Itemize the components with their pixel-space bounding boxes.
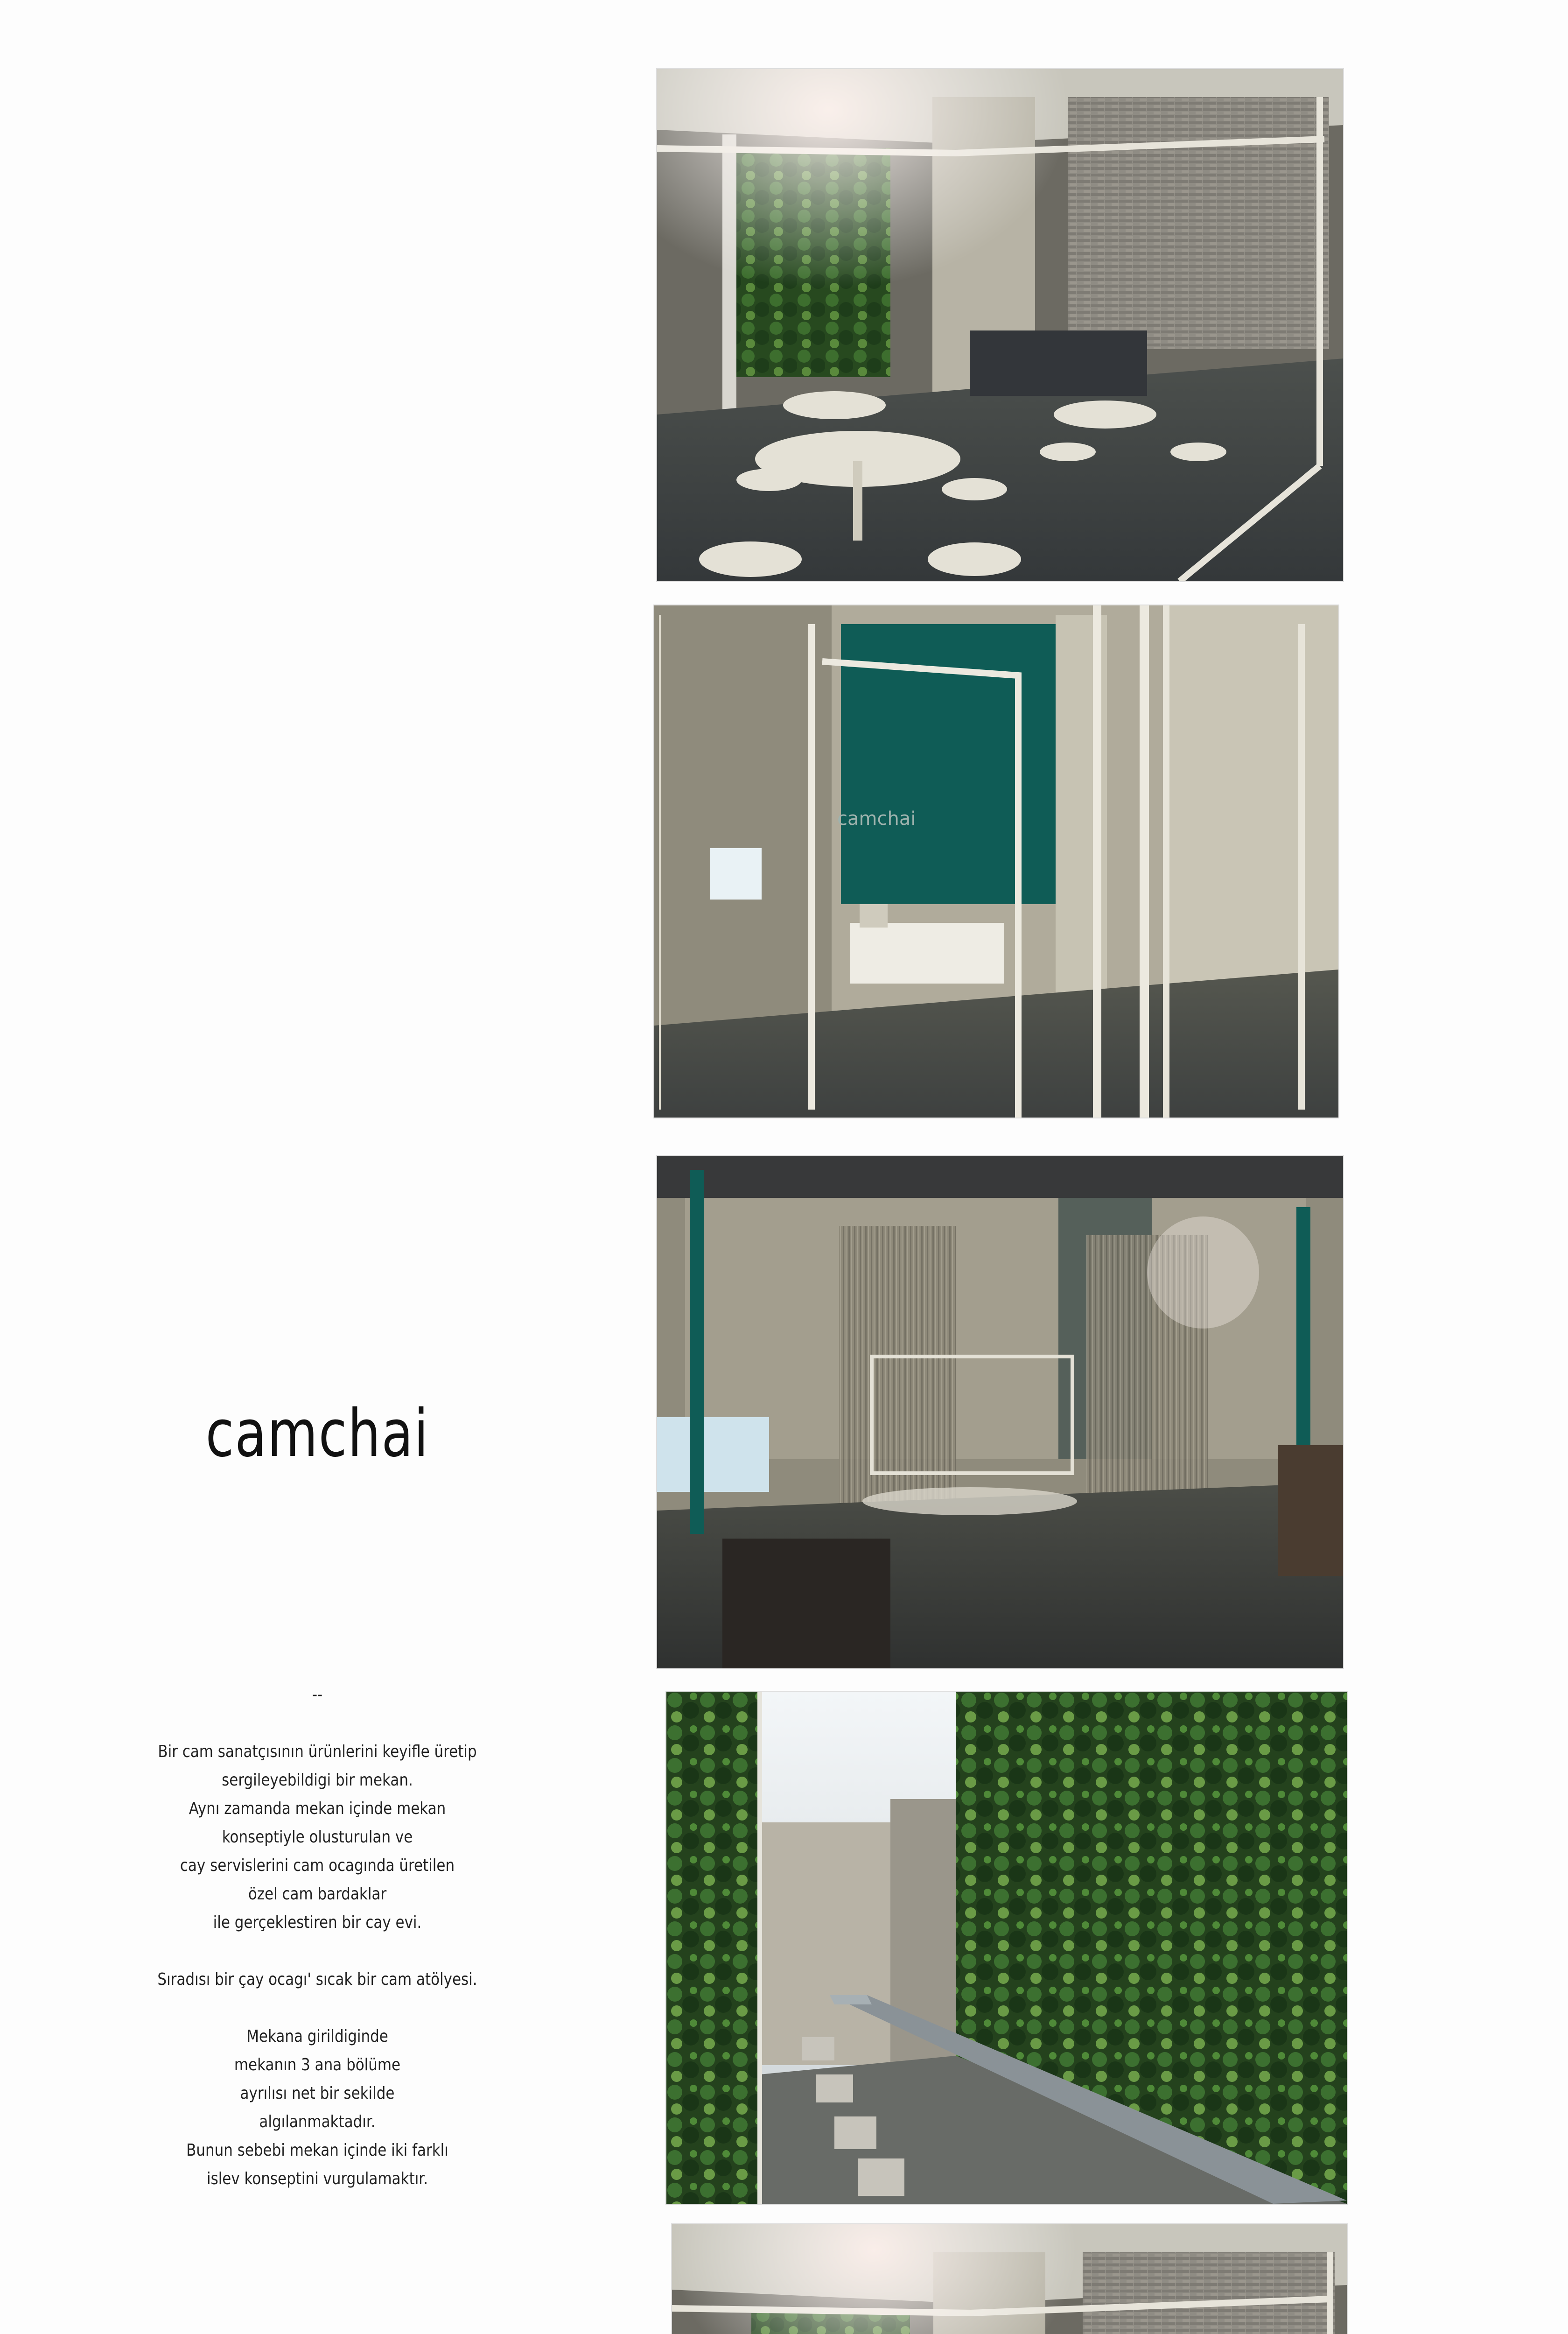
- render-image-2: [654, 605, 1338, 1118]
- description-line: konseptiyle olusturulan ve: [222, 1828, 413, 1847]
- description-line: mekanın 3 ana bölüme: [234, 2055, 401, 2074]
- description-line: Mekana girildiginde: [246, 2027, 388, 2046]
- description-line: cay servislerini cam ocagında üretilen: [180, 1856, 455, 1875]
- render-image-1: [657, 69, 1343, 581]
- description-line: islev konseptini vurgulamaktır.: [206, 2169, 428, 2188]
- render-illustration: [654, 605, 1338, 1118]
- render-illustration: [657, 69, 1343, 581]
- description-line: ile gerçeklestiren bir cay evi.: [213, 1913, 422, 1932]
- render-illustration: [666, 1692, 1347, 2204]
- render-image-4: [666, 1692, 1347, 2204]
- description-line: Bunun sebebi mekan içinde iki farklı: [186, 2141, 448, 2160]
- description-line: ayrılısı net bir sekilde: [240, 2084, 395, 2103]
- description-line: Bir cam sanatçısının ürünlerini keyifle üretip: [158, 1742, 477, 1761]
- render-illustration: [657, 1156, 1343, 1668]
- render-sign-text: camchai: [837, 808, 916, 830]
- render-illustration: [672, 2224, 1347, 2334]
- divider: --: [312, 1685, 323, 1704]
- description-line: özel cam bardaklar: [248, 1884, 387, 1904]
- render-image-5: [672, 2224, 1347, 2334]
- description-block: [109, 1680, 526, 2193]
- description-line: Aynı zamanda mekan içinde mekan: [189, 1799, 446, 1818]
- description-line: algılanmaktadır.: [259, 2112, 376, 2131]
- render-image-3: [657, 1156, 1343, 1668]
- description-line: Sıradısı bir çay ocagı' sıcak bir cam atölyesi.: [157, 1970, 477, 1989]
- description-line: sergileyebildigi bir mekan.: [222, 1771, 413, 1790]
- description-line: [109, 1937, 526, 1965]
- page-title: camchai: [205, 1396, 429, 1472]
- description-line: [109, 1994, 526, 2022]
